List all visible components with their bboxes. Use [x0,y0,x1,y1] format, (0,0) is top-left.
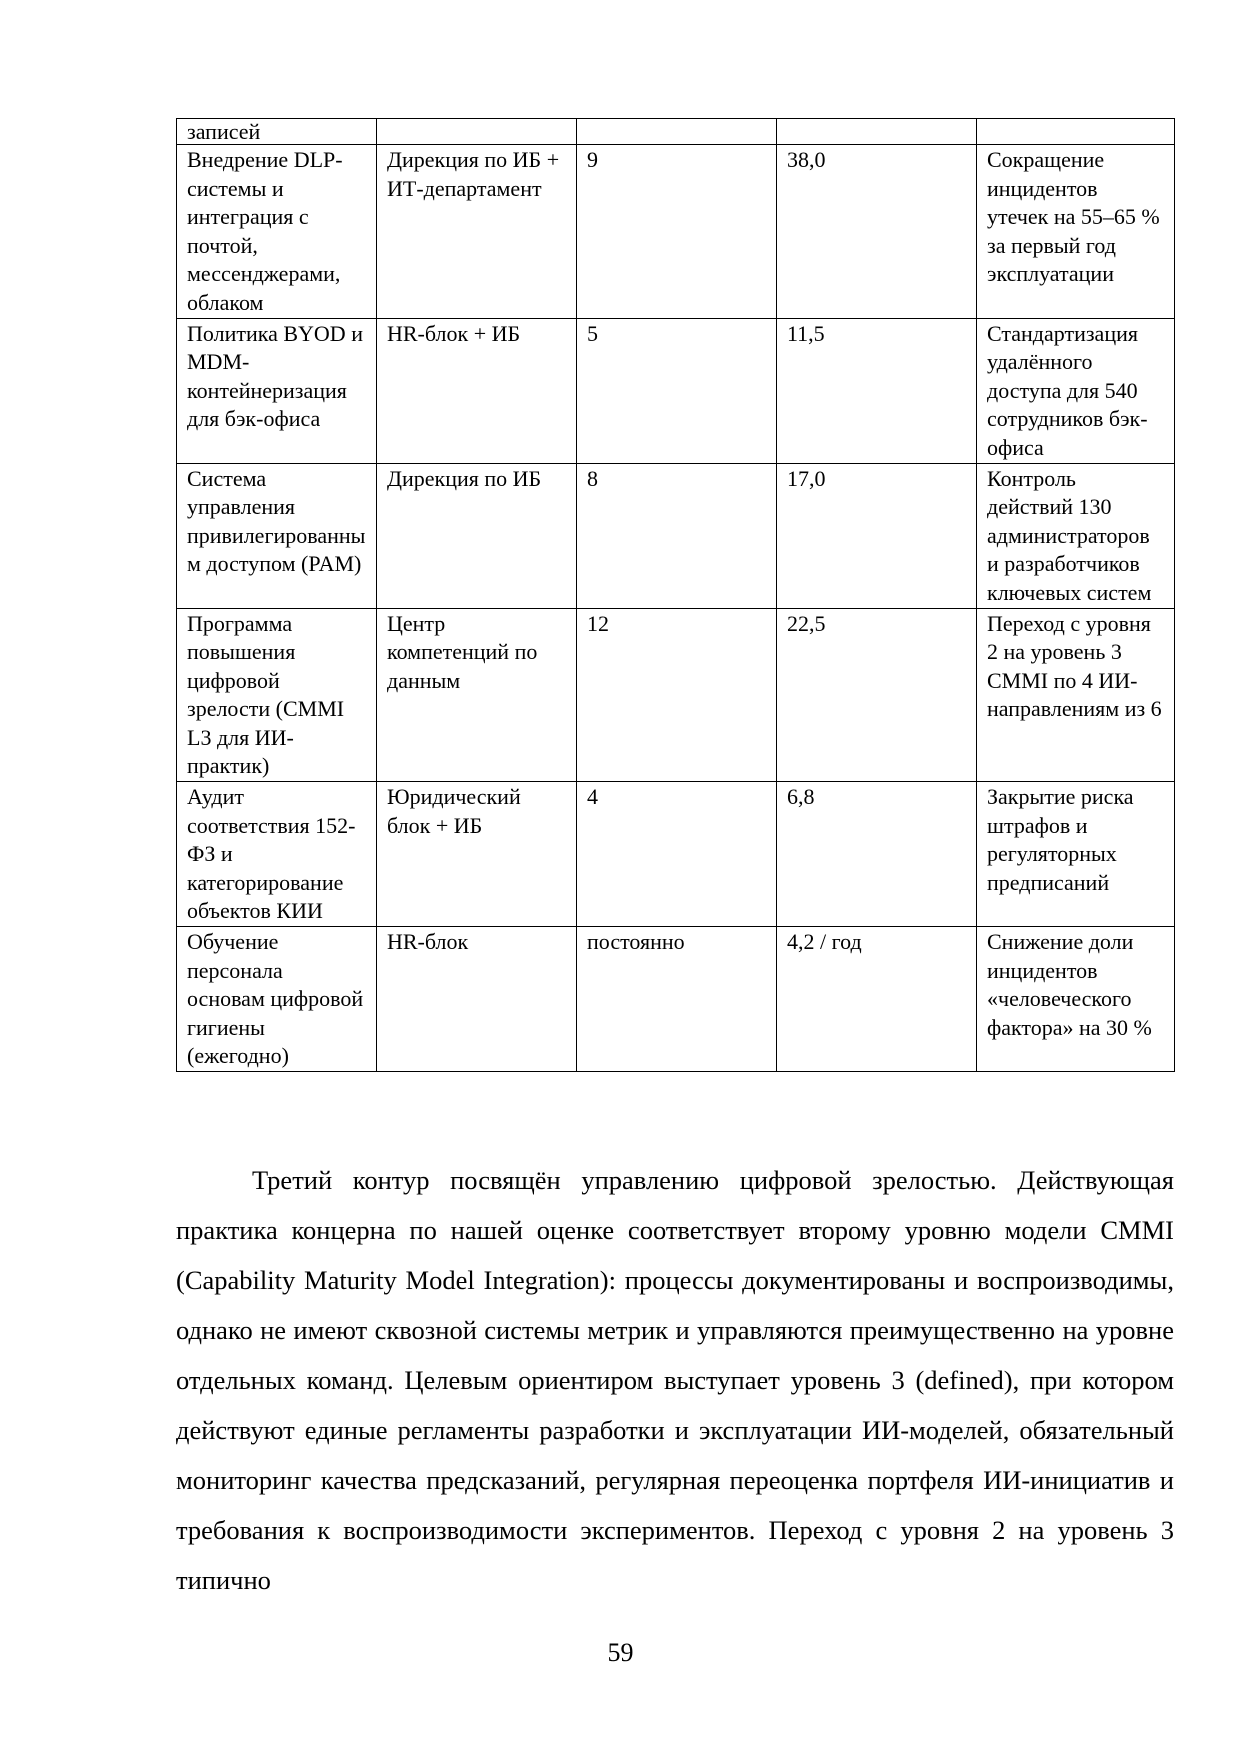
table-cell: 22,5 [777,608,977,782]
table-cell: Стандартизация удалённого доступа для 540 сотрудников бэк-офиса [977,318,1175,463]
table-cell: 5 [577,318,777,463]
table-cell: 8 [577,463,777,608]
table-cell: 38,0 [777,145,977,319]
table-cell: Дирекция по ИБ [377,463,577,608]
table-cell [777,119,977,145]
table-cell: 6,8 [777,782,977,927]
table-cell: Контроль действий 130 администраторов и разработчиков ключевых систем [977,463,1175,608]
table-cell [977,119,1175,145]
table-cell: Переход с уровня 2 на уровень 3 CMMI по 4 ИИ-направлениям из 6 [977,608,1175,782]
table-cell: Снижение доли инцидентов «человеческого фактора» на 30 % [977,927,1175,1072]
body-paragraph [176,1155,1174,1605]
table-row [177,463,1175,608]
table-cell: Закрытие риска штрафов и регуляторных предписаний [977,782,1175,927]
table-cell: Дирекция по ИБ + ИТ-департамент [377,145,577,319]
paragraph-text: Третий контур посвящён управлению цифровой зрелостью. Действующая практика концерна по нашей оценке соответствует второму уровню модели CMMI (Capability Maturity Model Integration): процессы документированы и воспроизводимы, однако не имеют сквозной системы метрик и управляются преимущественно на уровне отдельных команд. Целевым ориентиром выступает уровень 3 (defined), при котором действуют единые регламенты разработки и эксплуатации ИИ-моделей, обязательный мониторинг качества предсказаний, регулярная переоценка портфеля ИИ-инициатив и требования к воспроизводимости экспериментов. Переход с уровня 2 на уровень 3 типично [176,1165,1174,1595]
table-cell [577,119,777,145]
table-cell: 17,0 [777,463,977,608]
table-cell: 4,2 / год [777,927,977,1072]
table-cell: Сокращение инцидентов утечек на 55–65 % за первый год эксплуатации [977,145,1175,319]
table-cell: HR-блок [377,927,577,1072]
table-cell: Политика BYOD и MDM-контейнеризация для бэк-офиса [177,318,377,463]
table-cell: HR-блок + ИБ [377,318,577,463]
table-row [177,608,1175,782]
table-row [177,119,1175,145]
table-cell: 12 [577,608,777,782]
table-row [177,145,1175,319]
table-cell: постоянно [577,927,777,1072]
table-cell: Внедрение DLP-системы и интеграция с почтой, мессенджерами, облаком [177,145,377,319]
table-cell: 4 [577,782,777,927]
table-cell: Юридический блок + ИБ [377,782,577,927]
table-cell: записей [177,119,377,145]
table-cell [377,119,577,145]
table-row [177,927,1175,1072]
table-cell: Центр компетенций по данным [377,608,577,782]
table-row [177,318,1175,463]
table-row [177,782,1175,927]
table-cell: Программа повышения цифровой зрелости (CMMI L3 для ИИ-практик) [177,608,377,782]
table-cell: 9 [577,145,777,319]
page-number: 59 [607,1638,634,1667]
table-cell: Система управления привилегированным доступом (PAM) [177,463,377,608]
measures-table [176,118,1175,1072]
table-cell: 11,5 [777,318,977,463]
table-cell: Аудит соответствия 152-ФЗ и категорирование объектов КИИ [177,782,377,927]
table-cell: Обучение персонала основам цифровой гигиены (ежегодно) [177,927,377,1072]
